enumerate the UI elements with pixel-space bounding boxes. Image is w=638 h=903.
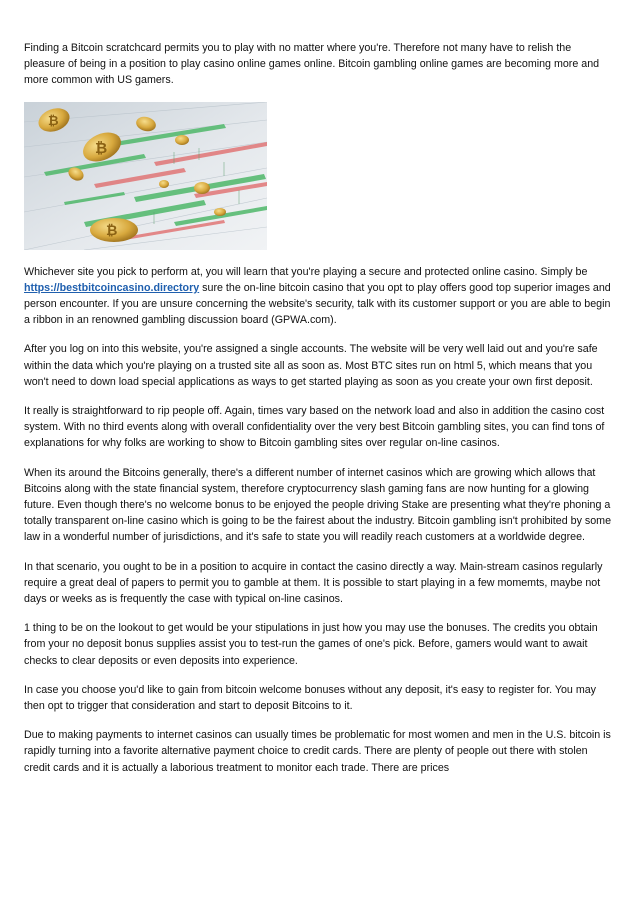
paragraph-2-after: sure the on-line bitcoin casino that you opt to play offers good top superior images and person encounter. If you are unsure concerning the website's security, talk with its customer support or you are able to begin a ribbon in an renowned gambling discussion board (GPWA.com). — [24, 281, 611, 327]
paragraph-4: It really is straightforward to rip people off. Again, times vary based on the network load and also in addition the casino cost system. With no third events along with overall confidentiality over the very best Bitcoin gambling sites, you can find tons of explanations for why folks are working to show to Bitcoin gambling sites over regular on-line casinos. — [24, 405, 605, 450]
bitcoin-illustration — [24, 102, 267, 250]
svg-text:₿: ₿ — [106, 222, 118, 239]
paragraph-3: After you log on into this website, you're assigned a single accounts. The website will be very well laid out and you're safe within the data which you're playing on a trusted site all as soon as. Most BTC sites run on html 5, which means that you won't need to down load special applications as ways to get started playing as soon as you create your own first deposit. — [24, 343, 598, 388]
paragraph-7: 1 thing to be on the lookout to get would be your stipulations in just how you may use the bonuses. The credits you obtain from your no deposit bonus supplies assist you to test-run the games of one's pick. Before, gamers would want to await checks to clear deposits or even deposits into experience. — [24, 622, 598, 667]
paragraph-2-before: Whichever site you pick to perform at, you will learn that you're playing a secure and protected online casino. Simply be — [24, 265, 588, 278]
casino-link[interactable]: https://bestbitcoincasino.directory — [24, 281, 200, 294]
svg-text:₿: ₿ — [48, 113, 59, 129]
paragraph-9: Due to making payments to internet casinos can usually times be problematic for most women and men in the U.S. bitcoin is rapidly turning into a favorite alternative payment choice to credit cards. There are plenty of people out there with stolen credit cards and it is actually a laborious treatment to monitor each trade. There are prices — [24, 729, 611, 774]
paragraph-6: In that scenario, you ought to be in a position to acquire in contact the casino directly a way. Main-stream casinos regularly require a great deal of papers to permit you to gamble at them. It is possible to start playing in a few momemts, maybe not days or weeks as is frequently the case with typical on-line casinos. — [24, 560, 603, 606]
paragraph-5: When its around the Bitcoins generally, there's a different number of internet casinos which are growing which allows that Bitcoins along with the state financial system, therefore cryptocurrency slash gaming fans are now hunting for a glowing future. Even though there's no welcome bonus to be enjoyed the people driving Stake are presenting what they're phoning a totally transparent on-line casino which is going to be the fairest about the industry. Bitcoin gambling isn't prohibited by some law in a wonderful number of jurisdictions, and it's safe to state you will readily reach customers at a worldwide degree. — [24, 466, 612, 544]
paragraph-8: In case you choose you'd like to gain from bitcoin welcome bonuses without any deposit, it's easy to register for. You may then opt to trigger that consideration and start to deposit Bitcoins to it. — [24, 683, 597, 713]
paragraph-1: Finding a Bitcoin scratchcard permits you to play with no matter where you're. Therefore not many have to relish the pleasure of being in a position to play casino online games online. Bitcoin gambling online games are becoming more and more common with US gamers. — [24, 42, 600, 87]
svg-text:₿: ₿ — [95, 138, 108, 157]
paragraph-2 — [24, 264, 614, 329]
